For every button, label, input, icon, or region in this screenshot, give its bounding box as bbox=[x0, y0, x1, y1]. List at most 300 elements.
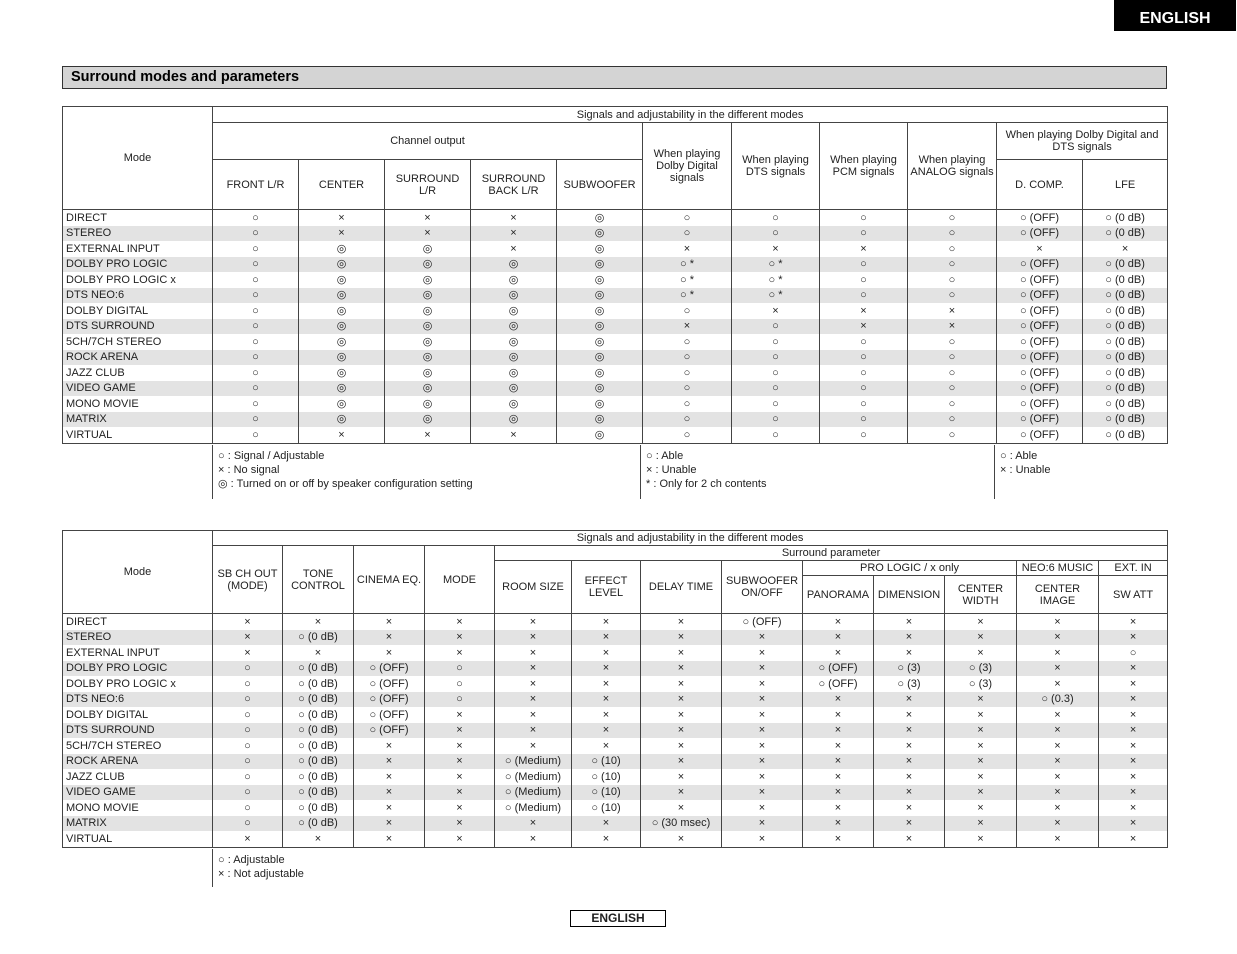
mode-cell: EXTERNAL INPUT bbox=[63, 645, 213, 661]
value-cell: × bbox=[572, 630, 641, 646]
value-cell: ○ bbox=[820, 396, 908, 412]
table-row bbox=[63, 630, 1168, 646]
value-cell: × bbox=[213, 831, 283, 847]
value-cell: × bbox=[908, 319, 997, 335]
value-cell: × bbox=[572, 645, 641, 661]
legend-item: ◎ : Turned on or off by speaker configuration setting bbox=[218, 478, 473, 490]
value-cell: ○ (OFF) bbox=[997, 396, 1083, 412]
value-cell: × bbox=[945, 707, 1017, 723]
value-cell: ○ (OFF) bbox=[354, 676, 425, 692]
table-row bbox=[63, 241, 1168, 257]
value-cell: × bbox=[354, 831, 425, 847]
value-cell: ○ (0 dB) bbox=[1083, 412, 1168, 428]
value-cell: × bbox=[495, 816, 572, 832]
table-row bbox=[63, 288, 1168, 304]
value-cell: × bbox=[1017, 831, 1099, 847]
mode-cell: 5CH/7CH STEREO bbox=[63, 334, 213, 350]
table-row bbox=[63, 676, 1168, 692]
value-cell: ○ bbox=[643, 381, 732, 397]
value-cell: × bbox=[1099, 692, 1168, 708]
value-cell: ◎ bbox=[299, 272, 385, 288]
value-cell: × bbox=[1017, 723, 1099, 739]
mode-cell: DTS SURROUND bbox=[63, 723, 213, 739]
value-cell: ○ (OFF) bbox=[997, 334, 1083, 350]
value-cell: ◎ bbox=[557, 210, 643, 226]
value-cell: × bbox=[874, 785, 945, 801]
value-cell: × bbox=[1017, 738, 1099, 754]
value-cell: ○ bbox=[908, 272, 997, 288]
value-cell: ○ bbox=[643, 350, 732, 366]
value-cell: ○ bbox=[908, 288, 997, 304]
value-cell: × bbox=[1017, 676, 1099, 692]
value-cell: ○ (0.3) bbox=[1017, 692, 1099, 708]
value-cell: ○ * bbox=[732, 257, 820, 273]
mode-cell: ROCK ARENA bbox=[63, 754, 213, 770]
value-cell: × bbox=[732, 303, 820, 319]
value-cell: × bbox=[425, 800, 495, 816]
mode-cell: DOLBY PRO LOGIC x bbox=[63, 676, 213, 692]
table-row bbox=[63, 754, 1168, 770]
table-row bbox=[63, 738, 1168, 754]
col-header: CENTER bbox=[299, 160, 385, 210]
value-cell: × bbox=[495, 723, 572, 739]
value-cell: ○ bbox=[908, 365, 997, 381]
mode-cell: VIDEO GAME bbox=[63, 785, 213, 801]
value-cell: ○ (0 dB) bbox=[283, 676, 354, 692]
value-cell: × bbox=[495, 614, 572, 630]
value-cell: ○ (10) bbox=[572, 769, 641, 785]
value-cell: ○ bbox=[732, 210, 820, 226]
value-cell: × bbox=[722, 816, 803, 832]
mode-cell: MONO MOVIE bbox=[63, 800, 213, 816]
mode-header: Mode bbox=[63, 107, 213, 210]
col-header: DELAY TIME bbox=[641, 561, 722, 614]
table-row bbox=[63, 427, 1168, 443]
value-cell: × bbox=[643, 319, 732, 335]
value-cell: ○ (0 dB) bbox=[283, 707, 354, 723]
value-cell: ○ bbox=[213, 365, 299, 381]
value-cell: ◎ bbox=[557, 412, 643, 428]
value-cell: ◎ bbox=[299, 303, 385, 319]
value-cell: × bbox=[722, 800, 803, 816]
table-row bbox=[63, 831, 1168, 847]
value-cell: ◎ bbox=[557, 226, 643, 242]
value-cell: ◎ bbox=[299, 396, 385, 412]
value-cell: × bbox=[641, 676, 722, 692]
value-cell: ○ bbox=[213, 800, 283, 816]
value-cell: × bbox=[354, 769, 425, 785]
legend-item: × : Not adjustable bbox=[218, 868, 304, 880]
value-cell: × bbox=[874, 754, 945, 770]
value-cell: ○ bbox=[908, 412, 997, 428]
value-cell: ○ (OFF) bbox=[997, 319, 1083, 335]
value-cell: ○ bbox=[643, 226, 732, 242]
legend-item: ○ : Signal / Adjustable bbox=[218, 450, 325, 462]
value-cell: × bbox=[945, 785, 1017, 801]
value-cell: × bbox=[495, 661, 572, 677]
value-cell: ○ bbox=[643, 427, 732, 443]
value-cell: ◎ bbox=[557, 288, 643, 304]
value-cell: × bbox=[803, 785, 874, 801]
value-cell: × bbox=[425, 769, 495, 785]
value-cell: × bbox=[722, 831, 803, 847]
value-cell: × bbox=[572, 816, 641, 832]
signals-header: Signals and adjustability in the different modes bbox=[213, 531, 1168, 546]
col-header: CINEMA EQ. bbox=[354, 546, 425, 614]
value-cell: ○ bbox=[213, 661, 283, 677]
value-cell: × bbox=[874, 769, 945, 785]
value-cell: ◎ bbox=[471, 319, 557, 335]
value-cell: ○ bbox=[820, 334, 908, 350]
value-cell: × bbox=[471, 241, 557, 257]
value-cell: ○ (10) bbox=[572, 754, 641, 770]
legend-item: ○ : Able bbox=[1000, 450, 1038, 462]
value-cell: × bbox=[354, 800, 425, 816]
value-cell: ◎ bbox=[385, 319, 471, 335]
value-cell: ○ * bbox=[643, 288, 732, 304]
value-cell: ○ bbox=[908, 210, 997, 226]
col-header: When playing PCM signals bbox=[820, 123, 908, 210]
value-cell: × bbox=[874, 707, 945, 723]
value-cell: × bbox=[495, 676, 572, 692]
value-cell: ◎ bbox=[557, 303, 643, 319]
value-cell: ○ bbox=[425, 676, 495, 692]
table-row bbox=[63, 396, 1168, 412]
value-cell: × bbox=[425, 738, 495, 754]
value-cell: ○ (0 dB) bbox=[1083, 334, 1168, 350]
value-cell: ○ * bbox=[643, 257, 732, 273]
value-cell: × bbox=[641, 614, 722, 630]
value-cell: ○ (OFF) bbox=[803, 661, 874, 677]
mode-cell: STEREO bbox=[63, 226, 213, 242]
mode-cell: DTS SURROUND bbox=[63, 319, 213, 335]
legend-right bbox=[994, 445, 1160, 499]
table-row bbox=[63, 800, 1168, 816]
value-cell: ○ bbox=[213, 288, 299, 304]
mode-cell: VIDEO GAME bbox=[63, 381, 213, 397]
value-cell: × bbox=[643, 241, 732, 257]
value-cell: × bbox=[641, 692, 722, 708]
value-cell: ○ bbox=[732, 334, 820, 350]
value-cell: × bbox=[641, 800, 722, 816]
value-cell: ◎ bbox=[385, 396, 471, 412]
col-header: SUBWOOFER bbox=[557, 160, 643, 210]
value-cell: × bbox=[1099, 661, 1168, 677]
col-header: SB CH OUT (MODE) bbox=[213, 546, 283, 614]
mode-cell: DOLBY PRO LOGIC bbox=[63, 257, 213, 273]
value-cell: ◎ bbox=[471, 350, 557, 366]
value-cell: ○ * bbox=[732, 272, 820, 288]
value-cell: × bbox=[385, 210, 471, 226]
value-cell: × bbox=[641, 785, 722, 801]
value-cell: × bbox=[1017, 769, 1099, 785]
value-cell: × bbox=[722, 661, 803, 677]
value-cell: × bbox=[283, 614, 354, 630]
value-cell: × bbox=[283, 645, 354, 661]
value-cell: × bbox=[641, 723, 722, 739]
col-header: D. COMP. bbox=[997, 160, 1083, 210]
col-header: SURROUND L/R bbox=[385, 160, 471, 210]
value-cell: ◎ bbox=[385, 303, 471, 319]
col-header: LFE bbox=[1083, 160, 1168, 210]
value-cell: × bbox=[425, 723, 495, 739]
legend-item: × : No signal bbox=[218, 464, 280, 476]
value-cell: × bbox=[1017, 816, 1099, 832]
value-cell: ○ bbox=[820, 288, 908, 304]
value-cell: × bbox=[945, 614, 1017, 630]
value-cell: ○ * bbox=[732, 288, 820, 304]
value-cell: ○ bbox=[213, 350, 299, 366]
legend-left bbox=[212, 445, 638, 499]
value-cell: ◎ bbox=[557, 334, 643, 350]
table-row bbox=[63, 272, 1168, 288]
value-cell: ○ bbox=[425, 692, 495, 708]
value-cell: × bbox=[495, 630, 572, 646]
value-cell: ○ (OFF) bbox=[997, 412, 1083, 428]
value-cell: × bbox=[354, 754, 425, 770]
value-cell: × bbox=[722, 723, 803, 739]
value-cell: ○ bbox=[213, 427, 299, 443]
table-row bbox=[63, 365, 1168, 381]
value-cell: ○ bbox=[820, 272, 908, 288]
value-cell: ○ bbox=[643, 303, 732, 319]
value-cell: ○ (0 dB) bbox=[1083, 365, 1168, 381]
value-cell: × bbox=[820, 241, 908, 257]
legend-mid bbox=[640, 445, 986, 499]
value-cell: ○ bbox=[213, 412, 299, 428]
value-cell: × bbox=[425, 614, 495, 630]
value-cell: × bbox=[874, 738, 945, 754]
col-header: MODE bbox=[425, 546, 495, 614]
value-cell: ◎ bbox=[385, 365, 471, 381]
value-cell: ◎ bbox=[557, 272, 643, 288]
value-cell: ○ (0 dB) bbox=[283, 769, 354, 785]
value-cell: × bbox=[908, 303, 997, 319]
value-cell: × bbox=[641, 645, 722, 661]
value-cell: × bbox=[1099, 831, 1168, 847]
value-cell: ○ bbox=[908, 226, 997, 242]
col-header: SUBWOOFER ON/OFF bbox=[722, 561, 803, 614]
value-cell: ◎ bbox=[385, 241, 471, 257]
value-cell: × bbox=[722, 692, 803, 708]
legend-item: ○ : Adjustable bbox=[218, 854, 285, 866]
value-cell: ○ bbox=[213, 381, 299, 397]
value-cell: ○ (0 dB) bbox=[1083, 319, 1168, 335]
value-cell: ○ (OFF) bbox=[997, 350, 1083, 366]
value-cell: ◎ bbox=[385, 381, 471, 397]
value-cell: ○ bbox=[643, 412, 732, 428]
value-cell: × bbox=[495, 738, 572, 754]
mode-cell: VIRTUAL bbox=[63, 831, 213, 847]
col-header: SURROUND BACK L/R bbox=[471, 160, 557, 210]
value-cell: ◎ bbox=[471, 257, 557, 273]
value-cell: × bbox=[471, 226, 557, 242]
value-cell: × bbox=[572, 723, 641, 739]
mode-cell: ROCK ARENA bbox=[63, 350, 213, 366]
value-cell: ○ (OFF) bbox=[997, 257, 1083, 273]
value-cell: × bbox=[572, 738, 641, 754]
value-cell: ○ bbox=[732, 396, 820, 412]
value-cell: ◎ bbox=[557, 396, 643, 412]
value-cell: ○ bbox=[213, 769, 283, 785]
value-cell: × bbox=[803, 800, 874, 816]
mode-cell: JAZZ CLUB bbox=[63, 769, 213, 785]
value-cell: × bbox=[425, 816, 495, 832]
value-cell: ○ bbox=[908, 350, 997, 366]
value-cell: ○ (Medium) bbox=[495, 769, 572, 785]
value-cell: × bbox=[283, 831, 354, 847]
value-cell: ○ bbox=[213, 272, 299, 288]
value-cell: ○ bbox=[820, 226, 908, 242]
table-row bbox=[63, 692, 1168, 708]
pro-logic-header: PRO LOGIC / x only bbox=[803, 561, 1017, 576]
value-cell: ○ bbox=[213, 785, 283, 801]
value-cell: × bbox=[354, 614, 425, 630]
value-cell: ○ (Medium) bbox=[495, 785, 572, 801]
value-cell: ◎ bbox=[299, 319, 385, 335]
mode-cell: MATRIX bbox=[63, 412, 213, 428]
value-cell: ○ (0 dB) bbox=[1083, 210, 1168, 226]
table-row bbox=[63, 350, 1168, 366]
value-cell: × bbox=[722, 630, 803, 646]
table-row bbox=[63, 334, 1168, 350]
value-cell: ○ (OFF) bbox=[997, 427, 1083, 443]
value-cell: × bbox=[945, 645, 1017, 661]
value-cell: × bbox=[945, 816, 1017, 832]
value-cell: × bbox=[1017, 754, 1099, 770]
value-cell: ○ bbox=[820, 210, 908, 226]
value-cell: × bbox=[354, 785, 425, 801]
value-cell: ○ bbox=[213, 816, 283, 832]
value-cell: × bbox=[385, 226, 471, 242]
value-cell: × bbox=[1017, 785, 1099, 801]
value-cell: ◎ bbox=[471, 272, 557, 288]
legend-item: ○ : Able bbox=[646, 450, 684, 462]
value-cell: × bbox=[803, 614, 874, 630]
value-cell: × bbox=[1017, 707, 1099, 723]
table-row bbox=[63, 785, 1168, 801]
value-cell: × bbox=[722, 754, 803, 770]
value-cell: ○ (3) bbox=[945, 661, 1017, 677]
value-cell: × bbox=[722, 707, 803, 723]
table-row bbox=[63, 381, 1168, 397]
value-cell: × bbox=[803, 692, 874, 708]
value-cell: ○ (Medium) bbox=[495, 754, 572, 770]
value-cell: ○ bbox=[732, 365, 820, 381]
legend-item: * : Only for 2 ch contents bbox=[646, 478, 767, 490]
mode-cell: DTS NEO:6 bbox=[63, 288, 213, 304]
mode-cell: DTS NEO:6 bbox=[63, 692, 213, 708]
table-row bbox=[63, 226, 1168, 242]
value-cell: × bbox=[803, 816, 874, 832]
value-cell: ○ bbox=[820, 257, 908, 273]
value-cell: ○ (Medium) bbox=[495, 800, 572, 816]
mode-cell: EXTERNAL INPUT bbox=[63, 241, 213, 257]
value-cell: ○ (OFF) bbox=[997, 365, 1083, 381]
value-cell: ○ bbox=[643, 396, 732, 412]
value-cell: ○ bbox=[820, 412, 908, 428]
value-cell: ○ (OFF) bbox=[997, 288, 1083, 304]
col-header: EFFECT LEVEL bbox=[572, 561, 641, 614]
value-cell: × bbox=[425, 645, 495, 661]
value-cell: ○ bbox=[1099, 645, 1168, 661]
value-cell: ◎ bbox=[471, 303, 557, 319]
mode-cell: VIRTUAL bbox=[63, 427, 213, 443]
language-tab: ENGLISH bbox=[1114, 0, 1236, 31]
value-cell: × bbox=[213, 645, 283, 661]
value-cell: ○ (0 dB) bbox=[283, 816, 354, 832]
value-cell: ○ bbox=[213, 210, 299, 226]
value-cell: × bbox=[299, 427, 385, 443]
legend-item: × : Unable bbox=[1000, 464, 1051, 476]
value-cell: × bbox=[1099, 614, 1168, 630]
value-cell: ○ (3) bbox=[874, 661, 945, 677]
value-cell: × bbox=[641, 831, 722, 847]
value-cell: × bbox=[1017, 614, 1099, 630]
value-cell: × bbox=[354, 738, 425, 754]
value-cell: × bbox=[213, 614, 283, 630]
dd-dts-header: When playing Dolby Digital and DTS signals bbox=[997, 123, 1168, 160]
value-cell: × bbox=[803, 645, 874, 661]
value-cell: ○ bbox=[908, 381, 997, 397]
value-cell: ○ bbox=[213, 257, 299, 273]
value-cell: ○ bbox=[732, 350, 820, 366]
table-row bbox=[63, 707, 1168, 723]
col-header: When playing DTS signals bbox=[732, 123, 820, 210]
value-cell: × bbox=[354, 645, 425, 661]
modes-signals-table bbox=[62, 106, 1168, 444]
value-cell: × bbox=[874, 800, 945, 816]
legend-item: × : Unable bbox=[646, 464, 697, 476]
value-cell: ○ (3) bbox=[874, 676, 945, 692]
value-cell: × bbox=[1017, 630, 1099, 646]
value-cell: ○ bbox=[908, 396, 997, 412]
table-row bbox=[63, 723, 1168, 739]
value-cell: ◎ bbox=[557, 381, 643, 397]
value-cell: × bbox=[495, 645, 572, 661]
value-cell: ◎ bbox=[557, 427, 643, 443]
mode-cell: STEREO bbox=[63, 630, 213, 646]
value-cell: ○ bbox=[908, 241, 997, 257]
value-cell: × bbox=[572, 692, 641, 708]
value-cell: × bbox=[1099, 723, 1168, 739]
value-cell: × bbox=[1099, 800, 1168, 816]
value-cell: ○ bbox=[425, 661, 495, 677]
value-cell: ○ bbox=[213, 226, 299, 242]
table-row bbox=[63, 769, 1168, 785]
value-cell: ○ bbox=[213, 676, 283, 692]
value-cell: ○ (0 dB) bbox=[1083, 381, 1168, 397]
value-cell: ○ bbox=[732, 226, 820, 242]
value-cell: ○ (0 dB) bbox=[283, 723, 354, 739]
value-cell: × bbox=[803, 831, 874, 847]
value-cell: ◎ bbox=[385, 350, 471, 366]
mode-cell: JAZZ CLUB bbox=[63, 365, 213, 381]
value-cell: ○ (OFF) bbox=[997, 210, 1083, 226]
value-cell: × bbox=[803, 738, 874, 754]
value-cell: ○ (30 msec) bbox=[641, 816, 722, 832]
value-cell: ○ bbox=[213, 723, 283, 739]
value-cell: ○ (0 dB) bbox=[1083, 226, 1168, 242]
value-cell: × bbox=[732, 241, 820, 257]
value-cell: × bbox=[572, 831, 641, 847]
value-cell: ◎ bbox=[299, 381, 385, 397]
value-cell: × bbox=[874, 816, 945, 832]
signals-header: Signals and adjustability in the different modes bbox=[213, 107, 1168, 123]
value-cell: × bbox=[1099, 754, 1168, 770]
mode-cell: DOLBY DIGITAL bbox=[63, 707, 213, 723]
value-cell: × bbox=[945, 692, 1017, 708]
